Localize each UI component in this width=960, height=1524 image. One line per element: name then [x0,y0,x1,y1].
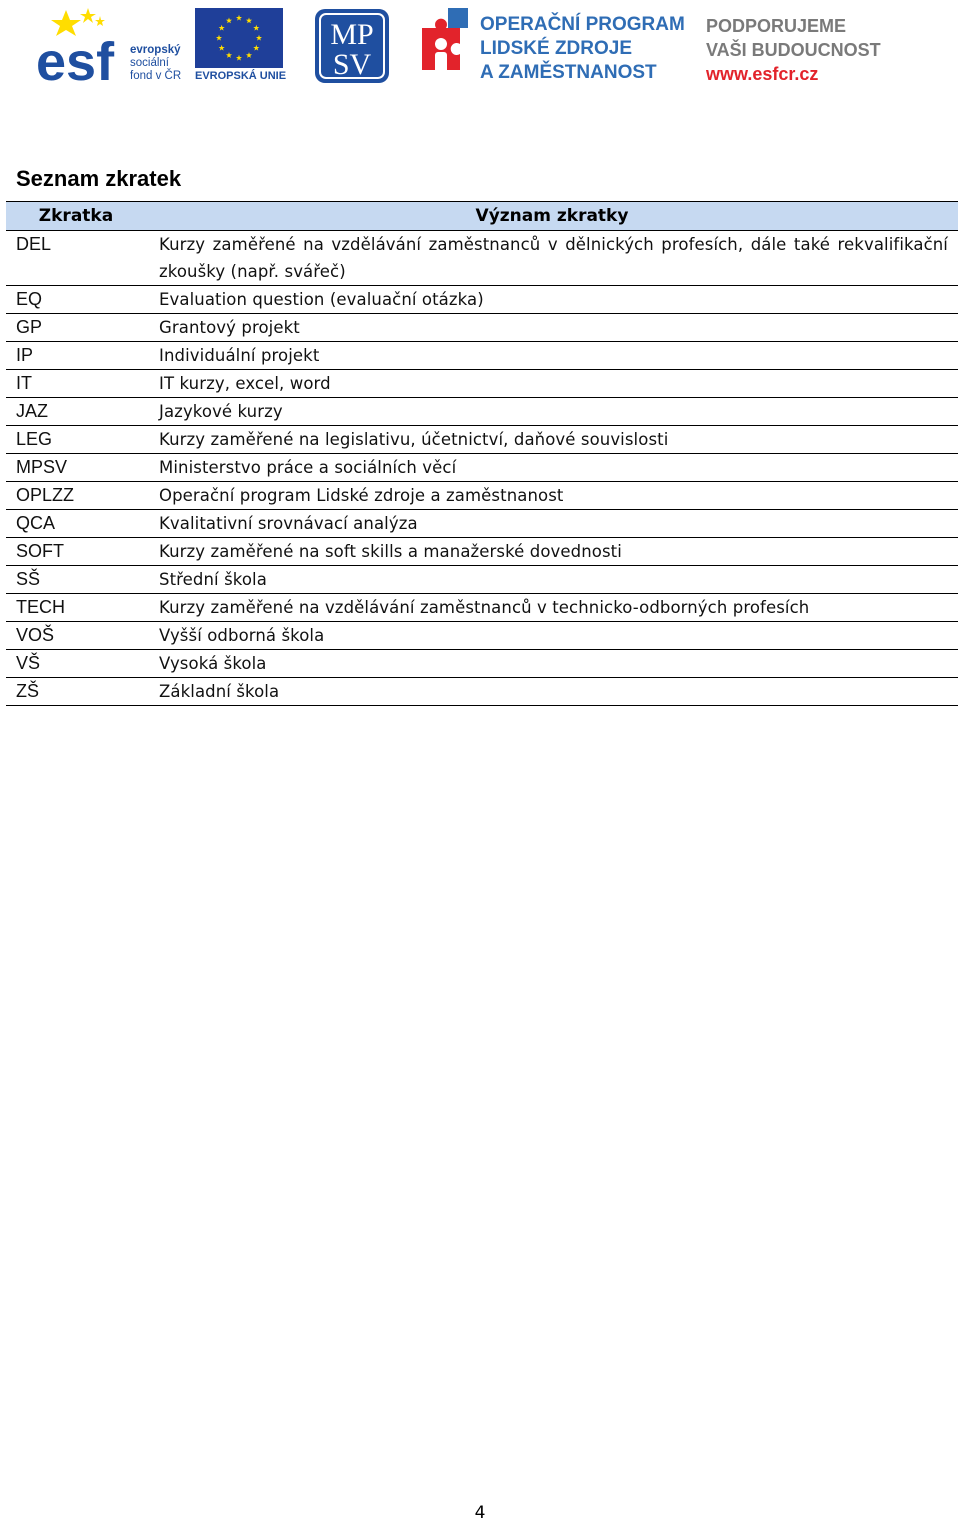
op-line1: OPERAČNÍ PROGRAM [480,14,685,35]
op-lzz-text [480,13,685,85]
abbreviation-meaning: IT kurzy, excel, word [146,370,958,398]
slogan-line1: PODPORUJEME [706,16,847,36]
table-row [6,342,958,370]
table-row [6,370,958,398]
eu-flag-icon [195,8,283,68]
abbreviation-code: GP [6,314,146,342]
abbreviation-meaning: Střední škola [146,566,958,594]
svg-text:SV: SV [332,48,372,81]
table-row [6,398,958,426]
abbreviation-meaning: Kurzy zaměřené na soft skills a manažerské dovednosti [146,538,958,566]
table-row [6,678,958,706]
abbreviation-code: LEG [6,426,146,454]
abbreviation-code: SŠ [6,566,146,594]
table-row [6,314,958,342]
abbreviation-meaning: Vyšší odborná škola [146,622,958,650]
table-row [6,231,958,286]
table-row [6,622,958,650]
abbreviation-code: OPLZZ [6,482,146,510]
slogan [706,14,881,86]
page-number: 4 [474,1503,486,1523]
puzzle-person-icon [418,8,474,84]
eu-logo [195,8,287,84]
op-line3: A ZAMĚSTNANOST [480,62,657,83]
slogan-line2: VAŠI BUDOUCNOST [706,40,881,60]
header-meaning: Význam zkratky [146,202,958,231]
abbreviation-meaning: Kurzy zaměřené na vzdělávání zaměstnanců v technicko-odborných profesích [146,594,958,622]
page-title: Seznam zkratek [16,166,182,191]
abbreviation-code: VOŠ [6,622,146,650]
abbreviation-meaning: Operační program Lidské zdroje a zaměstnanost [146,482,958,510]
table-row [6,426,958,454]
abbreviation-meaning: Základní škola [146,678,958,706]
abbreviation-meaning: Kurzy zaměřené na legislativu, účetnictví, daňové souvislosti [146,426,958,454]
esf-line3: fond v ČR [130,70,182,82]
table-row [6,510,958,538]
esf-line1: evropský [130,44,181,56]
slogan-url[interactable]: www.esfcr.cz [706,64,819,84]
svg-text:esf: esf [36,32,115,84]
table-row [6,566,958,594]
table-header-row [6,202,958,231]
abbreviation-meaning: Jazykové kurzy [146,398,958,426]
op-line2: LIDSKÉ ZDROJE [480,38,633,59]
esf-logo-text [130,44,181,83]
abbreviations-table [6,201,958,706]
abbreviation-code: JAZ [6,398,146,426]
esf-logo [36,8,188,84]
table-row [6,286,958,314]
abbreviation-meaning: Grantový projekt [146,314,958,342]
abbreviation-code: SOFT [6,538,146,566]
abbreviation-meaning: Individuální projekt [146,342,958,370]
mpsv-logo-icon [314,8,390,84]
eu-label: EVROPSKÁ UNIE [195,70,287,82]
abbreviation-meaning: Kurzy zaměřené na vzdělávání zaměstnanců v dělnických profesích, dále také rekvalifikační zkoušky (např. svářeč) [146,231,958,286]
table-row [6,454,958,482]
abbreviation-code: EQ [6,286,146,314]
abbreviation-code: QCA [6,510,146,538]
table-row [6,538,958,566]
esf-line2: sociální [130,57,169,69]
esf-mark-icon [36,8,128,84]
abbreviation-code: IT [6,370,146,398]
abbreviation-code: ZŠ [6,678,146,706]
abbreviation-meaning: Ministerstvo práce a sociálních věcí [146,454,958,482]
abbreviation-code: DEL [6,231,146,286]
svg-text:MP: MP [330,18,374,51]
abbreviation-code: VŠ [6,650,146,678]
header-logo-bar [0,0,960,95]
header-code: Zkratka [6,202,146,231]
abbreviation-meaning: Evaluation question (evaluační otázka) [146,286,958,314]
table-row [6,594,958,622]
abbreviation-code: MPSV [6,454,146,482]
abbreviation-code: TECH [6,594,146,622]
abbreviation-meaning: Kvalitativní srovnávací analýza [146,510,958,538]
table-row [6,650,958,678]
op-lzz-logo [418,8,688,84]
abbreviation-meaning: Vysoká škola [146,650,958,678]
abbreviation-code: IP [6,342,146,370]
table-row [6,482,958,510]
